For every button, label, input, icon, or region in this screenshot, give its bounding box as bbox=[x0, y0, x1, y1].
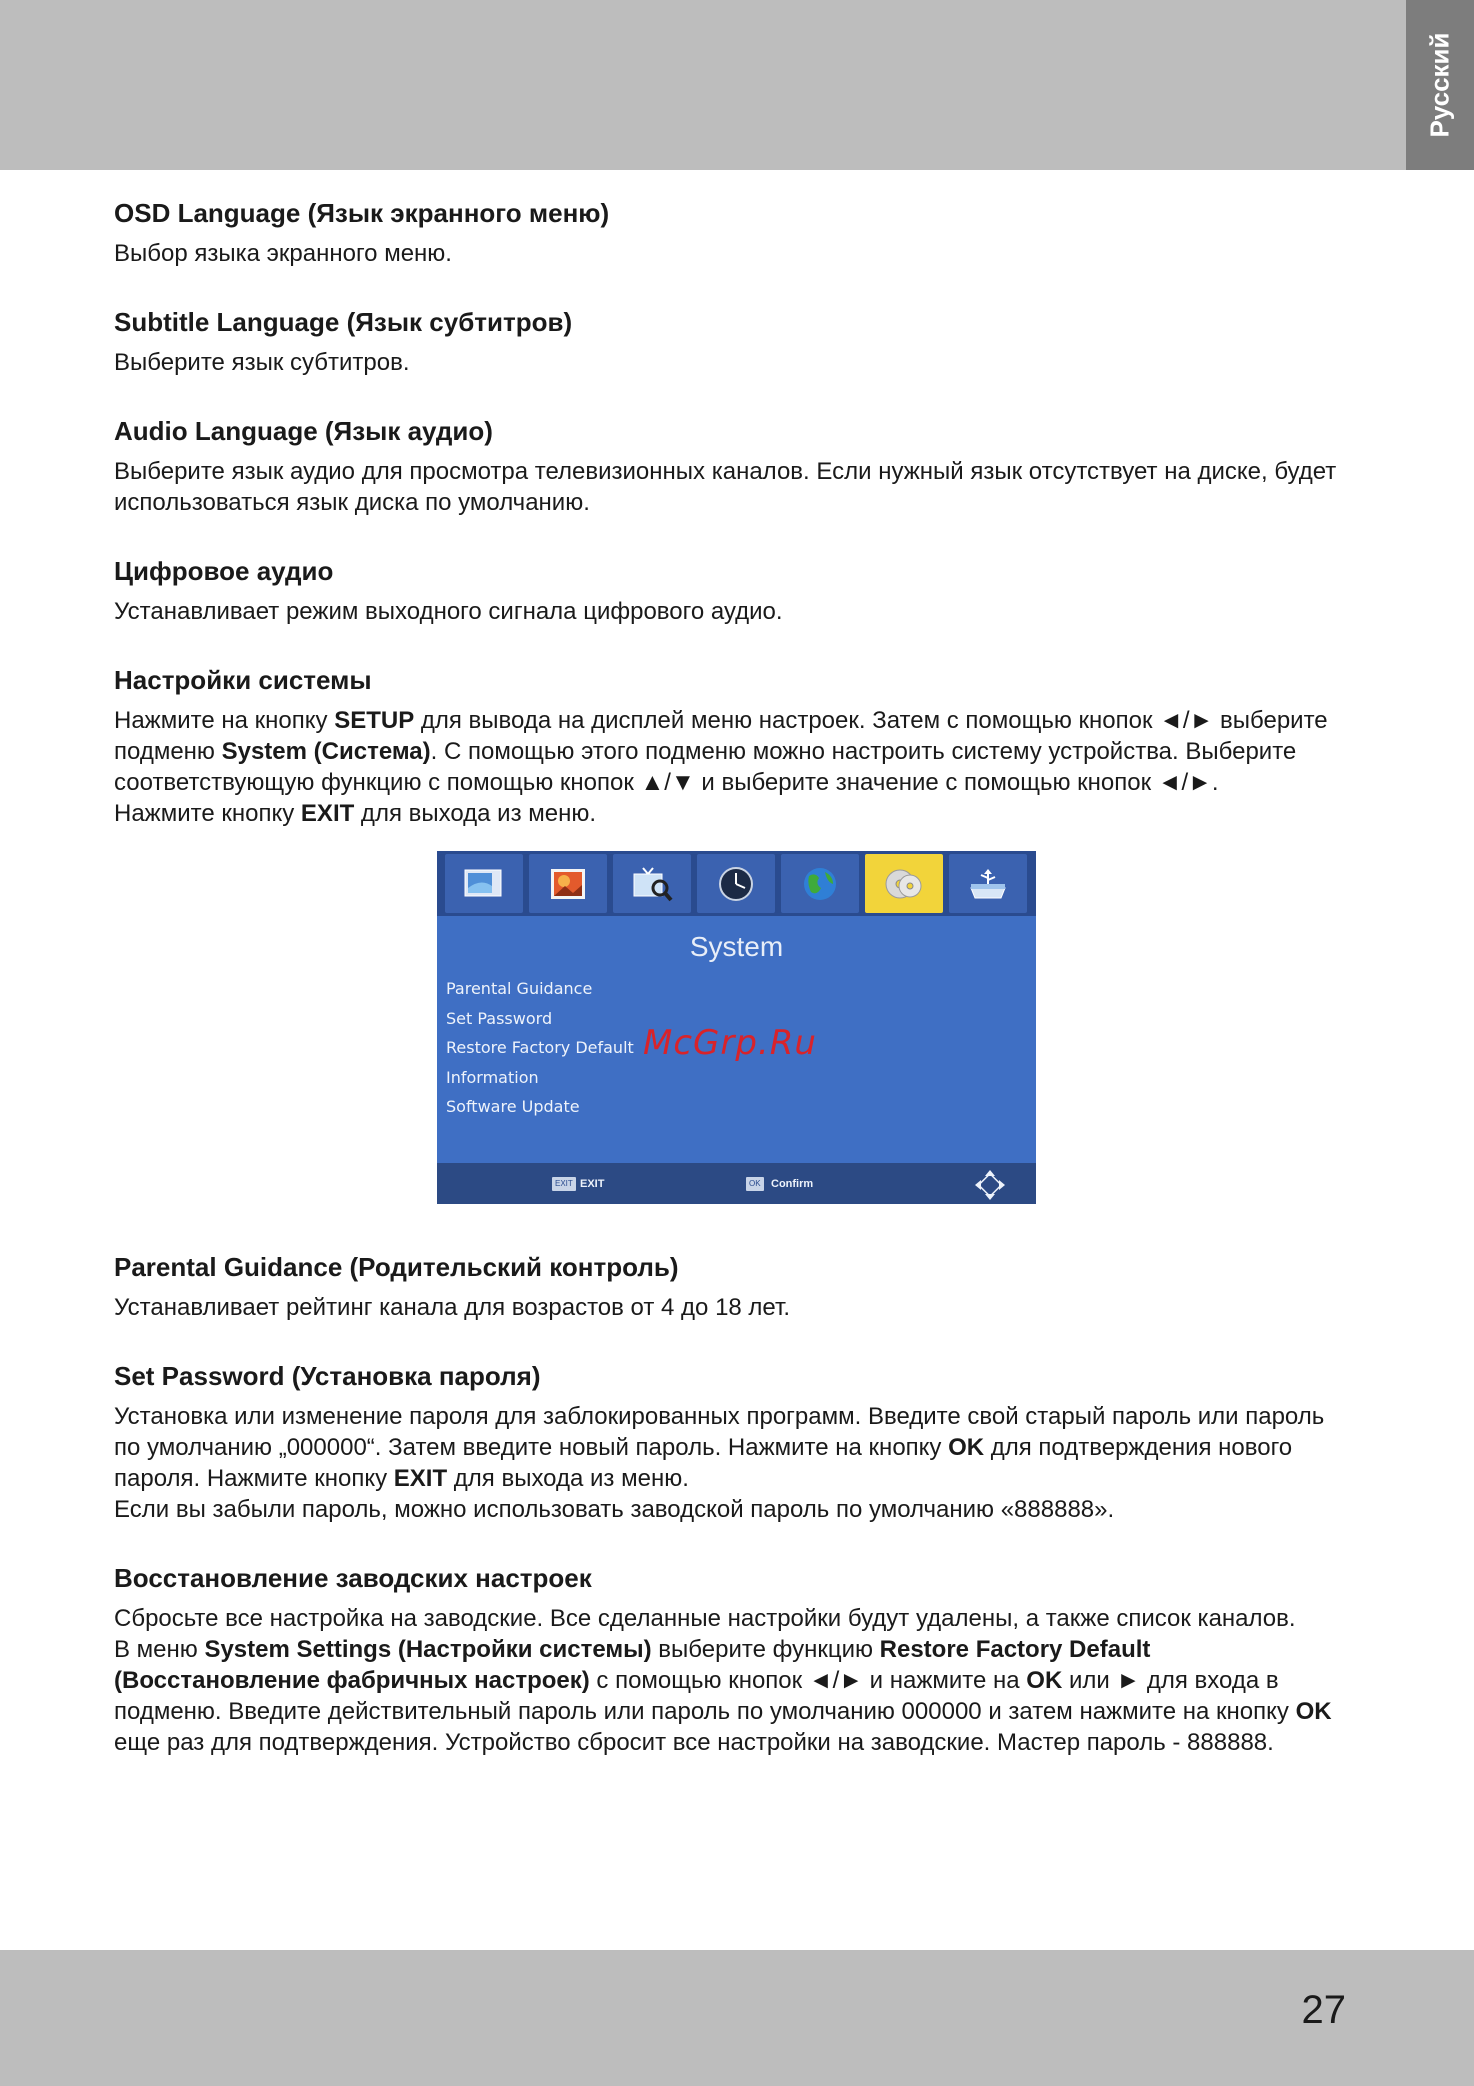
section-title: Subtitle Language (Язык субтитров) bbox=[114, 307, 573, 337]
section-text: Выберите язык субтитров. bbox=[114, 349, 410, 376]
section-text: Если вы забыли пароль, можно использовать заводской пароль по умолчанию «888888». bbox=[114, 1496, 1115, 1523]
section-text: Нажмите кнопку EXIT для выхода из меню. bbox=[114, 800, 597, 827]
tv-footer-bar bbox=[437, 1163, 1036, 1204]
globe-icon bbox=[799, 866, 841, 902]
tv-tab-time bbox=[697, 854, 775, 913]
section-title: Цифровое аудио bbox=[114, 556, 334, 586]
language-tab-label: Русский bbox=[1424, 32, 1455, 138]
clock-icon bbox=[715, 866, 757, 902]
section-set-password bbox=[114, 1359, 1354, 1525]
page-content bbox=[114, 196, 1354, 865]
section-digital-audio bbox=[114, 554, 1354, 627]
tv-tab-channel bbox=[445, 854, 523, 913]
section-text: Установка или изменение пароля для заблокированных программ. Введите свой старый пароль или пароль по умолчанию „000000“. Затем введите новый пароль. Нажмите на кнопку OK для подтверждения нового пароля. Нажмите кнопку EXIT для выхода из меню. bbox=[114, 1403, 1325, 1492]
watermark: McGrp.Ru bbox=[643, 1023, 817, 1063]
exit-key-icon: EXIT bbox=[552, 1177, 576, 1191]
section-text: Нажмите на кнопку SETUP для вывода на дисплей меню настроек. Затем с помощью кнопок ◄/► выберите подменю System (Система). С помощью этого подменю можно настроить систему устройства. Выберите соответствующую функцию с помощью кнопок ▲/▼ и выберите значение с помощью кнопок ◄/►. bbox=[114, 707, 1328, 796]
section-text: В меню System Settings (Настройки системы) выберите функцию Restore Factory Default (Восстановление фабричных настроек) с помощью кнопок ◄/► и нажмите на OK или ► для входа в подменю. Введите действительный пароль или пароль по умолчанию 000000 и затем нажмите на кнопку OK еще раз для подтверждения. Устройство сбросит все настройки на заводские. Мастер пароль - 888888. bbox=[114, 1636, 1332, 1756]
tv-tab-usb bbox=[949, 854, 1027, 913]
section-osd-language bbox=[114, 196, 1354, 269]
page-content-lower bbox=[114, 1250, 1354, 1794]
tv-menu-item[interactable]: Set Password bbox=[446, 1008, 553, 1028]
tv-menu-item[interactable]: Restore Factory Default bbox=[446, 1038, 634, 1058]
section-subtitle-language bbox=[114, 305, 1354, 378]
tv-tab-picture bbox=[529, 854, 607, 913]
tv-menu-item[interactable]: Software Update bbox=[446, 1097, 580, 1117]
section-title: Parental Guidance (Родительский контроль) bbox=[114, 1252, 679, 1282]
header-band bbox=[0, 0, 1474, 170]
tv-tab-search bbox=[613, 854, 691, 913]
disc-icon bbox=[883, 866, 925, 902]
tv-menu-item[interactable]: Parental Guidance bbox=[446, 979, 593, 998]
exit-label: EXIT bbox=[580, 1178, 605, 1190]
section-title: OSD Language (Язык экранного меню) bbox=[114, 198, 610, 228]
tv-menu-item[interactable]: Information bbox=[446, 1067, 539, 1087]
section-title: Настройки системы bbox=[114, 665, 372, 695]
section-title: Восстановление заводских настроек bbox=[114, 1563, 592, 1593]
tv-menu-list bbox=[446, 974, 634, 1122]
section-text: Устанавливает режим выходного сигнала цифрового аудио. bbox=[114, 598, 783, 625]
section-parental-guidance bbox=[114, 1250, 1354, 1323]
tv-tab-system bbox=[865, 854, 943, 913]
tv-tab-language bbox=[781, 854, 859, 913]
page-number: 27 bbox=[1301, 1988, 1346, 2032]
footer-band bbox=[0, 1950, 1474, 2086]
section-text: Выбор языка экранного меню. bbox=[114, 240, 452, 267]
usb-icon bbox=[967, 866, 1009, 902]
section-restore-factory bbox=[114, 1561, 1354, 1758]
ok-key-icon: OK bbox=[746, 1177, 764, 1191]
section-audio-language bbox=[114, 414, 1354, 518]
tv-search-icon bbox=[631, 866, 673, 902]
tv-menu-title: System bbox=[689, 931, 784, 962]
section-text: Устанавливает рейтинг канала для возрастов от 4 до 18 лет. bbox=[114, 1294, 790, 1321]
section-text: Выберите язык аудио для просмотра телевизионных каналов. Если нужный язык отсутствует на диске, будет использоваться язык диска по умолчанию. bbox=[114, 458, 1337, 516]
tv-tab-bar bbox=[437, 851, 1036, 916]
confirm-label: Confirm bbox=[771, 1178, 814, 1190]
section-title: Set Password (Установка пароля) bbox=[114, 1361, 541, 1391]
navigation-arrows-icon bbox=[974, 1169, 1006, 1201]
monitor-icon bbox=[463, 866, 505, 902]
section-title: Audio Language (Язык аудио) bbox=[114, 416, 493, 446]
section-text: Сбросьте все настройка на заводские. Все сделанные настройки будут удалены, а также список каналов. bbox=[114, 1605, 1296, 1632]
section-system-settings bbox=[114, 663, 1354, 829]
picture-icon bbox=[547, 866, 589, 902]
language-tab bbox=[1406, 0, 1474, 170]
